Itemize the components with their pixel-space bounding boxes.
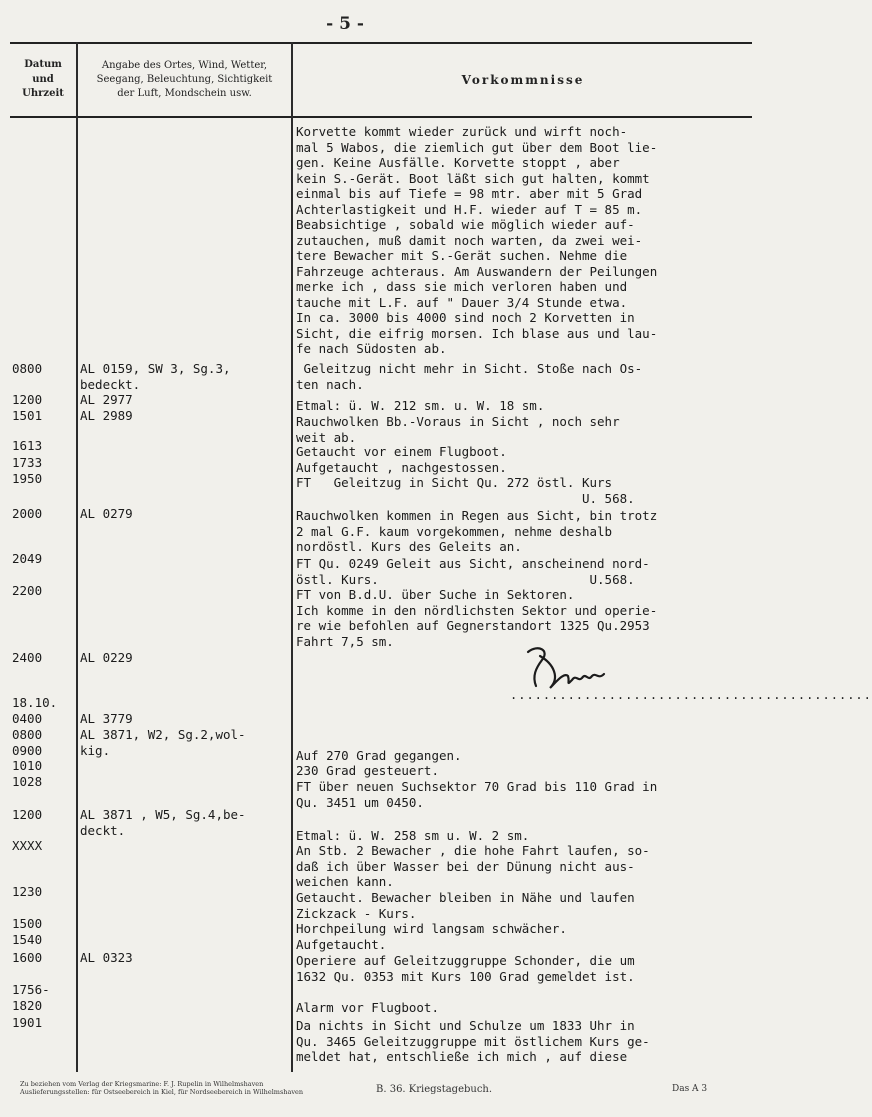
entry-time: 1756- 1820 xyxy=(12,982,50,1013)
entry-time: 2200 xyxy=(12,583,43,598)
entry-text: Geleitzug nicht mehr in Sicht. Stoße nach Os- ten nach. xyxy=(296,361,643,392)
footer-publisher-line: Zu beziehen vom Verlag der Kriegsmarine: F. J. Rupelin in Wilhelmshaven xyxy=(20,1080,264,1088)
footer-form-code: Das A 3 xyxy=(672,1084,708,1094)
header-date-line: und xyxy=(32,73,54,85)
entry-time: 1200 xyxy=(12,392,43,407)
entry-text: Horchpeilung wird langsam schwächer. xyxy=(296,921,567,936)
column-divider-place xyxy=(291,42,293,1072)
entry-text: Aufgetaucht. xyxy=(296,937,387,952)
entry-time: 2400 xyxy=(12,650,43,665)
entry-text: FT über neuen Suchsektor 70 Grad bis 110 Grad in Qu. 3451 um 0450. xyxy=(296,779,658,810)
entry-position: AL 2977 xyxy=(80,392,133,407)
entry-position: AL 0279 xyxy=(80,506,133,521)
entry-position: AL 0229 xyxy=(80,650,133,665)
entry-time-struck: XXXX xyxy=(12,838,43,853)
header-place-line: Seegang, Beleuchtung, Sichtigkeit xyxy=(96,74,273,85)
entry-time: 2049 xyxy=(12,551,43,566)
entry-text: Rauchwolken Bb.-Voraus in Sicht , noch sehr weit ab. xyxy=(296,414,620,445)
entry-time: 1901 xyxy=(12,1015,43,1030)
entry-time: 1950 xyxy=(12,471,43,486)
footer-publisher xyxy=(20,1080,350,1096)
header-date-line: Uhrzeit xyxy=(22,88,64,100)
header-place-weather xyxy=(78,46,291,114)
entry-time: 1010 xyxy=(12,758,43,773)
entry-position: AL 3871 , W5, Sg.4,be- deckt. xyxy=(80,807,246,838)
entry-text: Etmal: ü. W. 212 sm. u. W. 18 sm. xyxy=(296,398,545,413)
footer-publisher-line: Auslieferungsstellen: für Ostseebereich in Kiel, für Nordseebereich in Wilhelmshaven xyxy=(20,1088,304,1096)
entry-text: Auf 270 Grad gegangen. xyxy=(296,747,462,763)
column-divider-date xyxy=(76,42,78,1072)
header-date-time xyxy=(10,46,76,114)
entry-text: Getaucht vor einem Flugboot. xyxy=(296,444,507,459)
entry-position: AL 3871, W2, Sg.2,wol- kig. xyxy=(80,727,246,758)
entry-position: AL 0323 xyxy=(80,950,133,965)
entry-text: Etmal: ü. W. 258 sm u. W. 2 sm. xyxy=(296,827,530,843)
entry-time: 0800 0900 xyxy=(12,727,43,758)
entry-text: Aufgetaucht , nachgestossen. xyxy=(296,460,507,475)
page-number: - 5 - xyxy=(326,14,364,34)
entry-time: 1540 xyxy=(12,932,43,947)
entry-time: 1500 xyxy=(12,916,43,931)
entry-position: AL 0159, SW 3, Sg.3, bedeckt. xyxy=(80,361,231,392)
entry-time: 1733 xyxy=(12,455,43,470)
entry-time: 1600 xyxy=(12,950,43,965)
header-place-line: der Luft, Mondschein usw. xyxy=(117,88,252,99)
entry-text: Getaucht. Bewacher bleiben in Nähe und laufen Zickzack - Kurs. xyxy=(296,890,635,921)
signature-dotted-line: ............................................ xyxy=(510,688,872,702)
entry-text: 230 Grad gesteuert. xyxy=(296,763,439,778)
entry-text: An Stb. 2 Bewacher , die hohe Fahrt laufen, so- daß ich über Wasser bei der Dünung nicht aus- weichen kann. xyxy=(296,843,650,889)
entry-text: FT von B.d.U. über Suche in Sektoren. Ich komme in den nördlichsten Sektor und operie- re wie befohlen auf Gegnerstandort 1325 Qu.2953 Fahrt 7,5 sm. xyxy=(296,587,658,649)
entry-time: 0800 xyxy=(12,361,43,376)
entry-text: FT Qu. 0249 Geleit aus Sicht, anscheinend nord- östl. Kurs. U.568. xyxy=(296,556,650,587)
footer-form-label: B. 36. Kriegstagebuch. xyxy=(376,1084,493,1095)
entry-time: 2000 xyxy=(12,506,43,521)
header-date-line: Datum xyxy=(24,59,62,71)
entry-position: AL 3779 xyxy=(80,711,133,726)
entry-text: FT Geleitzug in Sicht Qu. 272 östl. Kurs U. 568. xyxy=(296,475,635,506)
entry-position: AL 2989 xyxy=(80,408,133,423)
entry-date: 18.10. xyxy=(12,695,58,710)
entry-time: 0400 xyxy=(12,711,43,726)
entry-time: 1230 xyxy=(12,884,43,899)
table-top-rule xyxy=(10,42,752,44)
entry-text: Da nichts in Sicht und Schulze um 1833 Uhr in Qu. 3465 Geleitzuggruppe mit östlichem Kurs ge- meldet hat, entschließe ich mich , auf diese xyxy=(296,1018,650,1064)
entry-text: Alarm vor Flugboot. xyxy=(296,999,439,1015)
entry-time: 1028 xyxy=(12,774,43,789)
entry-text: Operiere auf Geleitzuggruppe Schonder, die um 1632 Qu. 0353 mit Kurs 100 Grad gemeldet ist. xyxy=(296,953,635,984)
entry-time: 1200 xyxy=(12,807,43,822)
header-bottom-rule xyxy=(10,116,752,118)
entry-text: Rauchwolken kommen in Regen aus Sicht, bin trotz 2 mal G.F. kaum vorgekommen, nehme deshalb nordöstl. Kurs des Geleits an. xyxy=(296,508,658,554)
header-place-line: Angabe des Ortes, Wind, Wetter, xyxy=(101,60,268,71)
entry-text: Korvette kommt wieder zurück und wirft noch- mal 5 Wabos, die ziemlich gut über dem Boot lie- gen. Keine Ausfälle. Korvette stoppt , aber kein S.-Gerät. Boot läßt sich gut halten, kommt einmal bis auf Tiefe = 98 mtr. aber mit 5 Grad Achterlastigkeit und H.F. wieder auf T = 85 m. Beabsichtige , sobald wie möglich wieder auf- zutauchen, muß damit noch warten, da zwei wei- tere Bewacher mit S.-Gerät suchen. Nehme die Fahrzeuge achteraus. Am Auswandern der Peilungen merke ich , dass sie mich verloren haben und tauche mit L.F. auf " Dauer 3/4 Stunde etwa. In ca. 3000 bis 4000 sind noch 2 Korvetten in Sicht, die eifrig morsen. Ich blase aus und lau- fe nach Südosten ab. xyxy=(296,124,658,356)
entry-time: 1501 xyxy=(12,408,43,423)
entry-time: 1613 xyxy=(12,438,43,453)
header-events: Vorkommnisse xyxy=(461,73,585,87)
